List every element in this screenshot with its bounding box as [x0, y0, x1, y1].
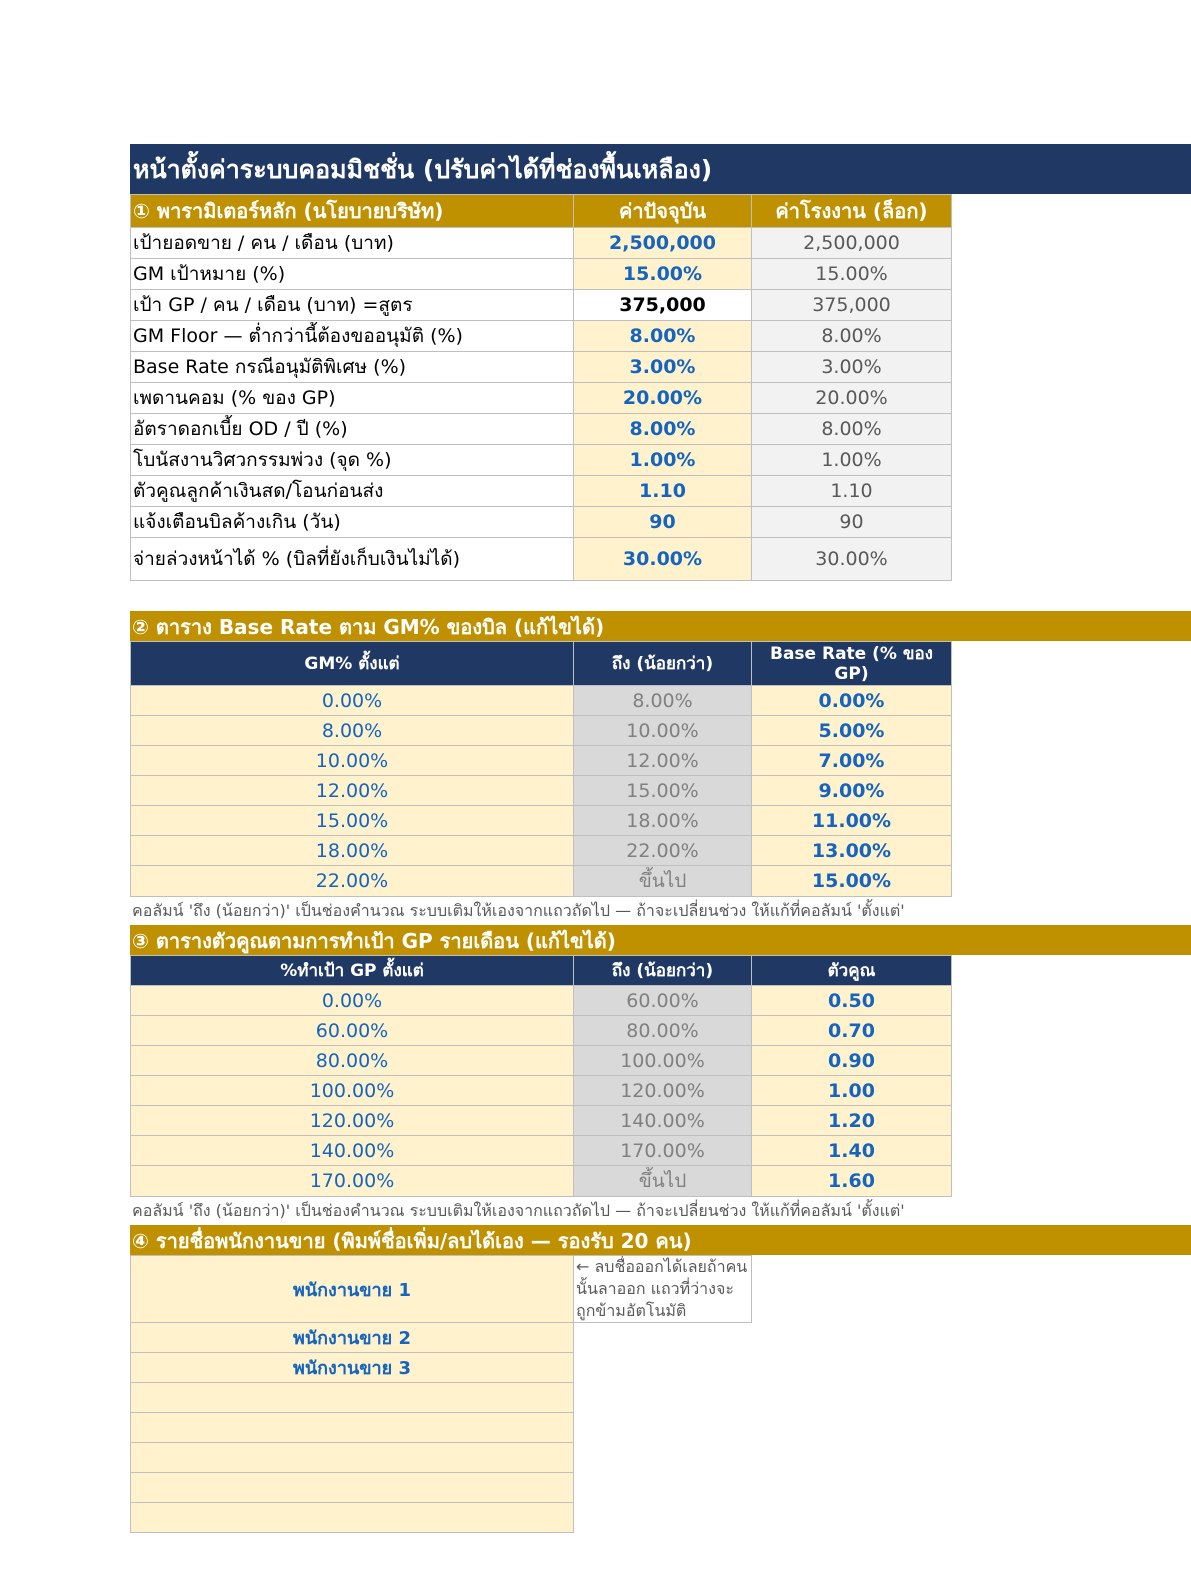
table-row [131, 866, 952, 897]
multiplier-note: คอลัมน์ 'ถึง (น้อยกว่า)' เป็นช่องคำนวณ ระบบเติมให้เองจากแถวถัดไป — ถ้าจะเปลี่ยนช่วง ให้แก้ที่คอลัมน์ 'ตั้งแต่' [132, 1201, 905, 1220]
page-title: หน้าตั้งค่าระบบคอมมิชชั่น (ปรับค่าได้ที่ช่องพื้นเหลือง) [130, 144, 1191, 194]
table-row [131, 686, 952, 716]
base-rate-input[interactable]: 15.00% [752, 866, 952, 897]
param-factory-value: 90 [752, 507, 952, 538]
list-item [131, 1353, 752, 1383]
param-label: GM เป้าหมาย (%) [131, 259, 574, 290]
base-rate-section-title: ② ตาราง Base Rate ตาม GM% ของบิล (แก้ไขได้) [130, 611, 1191, 641]
gm-from-input[interactable]: 22.00% [131, 866, 574, 897]
target-from-input[interactable]: 0.00% [131, 986, 574, 1016]
multiplier-input[interactable]: 1.00 [752, 1076, 952, 1106]
list-item [131, 1256, 752, 1323]
table-row [131, 716, 952, 746]
base-rate-input[interactable]: 11.00% [752, 806, 952, 836]
param-label: เป้า GP / คน / เดือน (บาท) =สูตร [131, 290, 574, 321]
settings-sheet [130, 144, 1191, 1533]
param-label: ตัวคูณลูกค้าเงินสด/โอนก่อนส่ง [131, 476, 574, 507]
header-base-rate: Base Rate (% ของ GP) [752, 642, 952, 686]
param-current-input[interactable]: 30.00% [574, 538, 752, 581]
multiplier-input[interactable]: 1.40 [752, 1136, 952, 1166]
header-factory: ค่าโรงงาน (ล็อก) [752, 195, 952, 228]
multiplier-section-title: ③ ตารางตัวคูณตามการทำเป้า GP รายเดือน (แก้ไขได้) [130, 925, 1191, 955]
param-label: แจ้งเตือนบิลค้างเกิน (วัน) [131, 507, 574, 538]
param-current-input[interactable]: 1.00% [574, 445, 752, 476]
header-to: ถึง (น้อยกว่า) [574, 642, 752, 686]
multiplier-header [131, 956, 952, 986]
param-label: อัตราดอกเบี้ย OD / ปี (%) [131, 414, 574, 445]
target-from-input[interactable]: 80.00% [131, 1046, 574, 1076]
target-to-value: 60.00% [574, 986, 752, 1016]
table-row [131, 776, 952, 806]
target-to-value: 170.00% [574, 1136, 752, 1166]
list-item [131, 1473, 752, 1503]
param-current-input[interactable]: 20.00% [574, 383, 752, 414]
param-row-sales-target [131, 228, 952, 259]
param-row-overdue-alert [131, 507, 952, 538]
staff-name-input[interactable] [131, 1473, 574, 1503]
table-row [131, 1166, 952, 1197]
param-factory-value: 1.10 [752, 476, 952, 507]
gm-to-value: 10.00% [574, 716, 752, 746]
param-label: โบนัสงานวิศวกรรมพ่วง (จุด %) [131, 445, 574, 476]
base-rate-input[interactable]: 13.00% [752, 836, 952, 866]
base-rate-input[interactable]: 0.00% [752, 686, 952, 716]
param-current-input[interactable]: 2,500,000 [574, 228, 752, 259]
target-to-value: 120.00% [574, 1076, 752, 1106]
multiplier-input[interactable]: 0.70 [752, 1016, 952, 1046]
param-factory-value: 2,500,000 [752, 228, 952, 259]
base-rate-input[interactable]: 9.00% [752, 776, 952, 806]
multiplier-input[interactable]: 1.20 [752, 1106, 952, 1136]
param-row-engineering-bonus [131, 445, 952, 476]
table-row [131, 1046, 952, 1076]
staff-name-input[interactable] [131, 1443, 574, 1473]
gm-from-input[interactable]: 8.00% [131, 716, 574, 746]
multiplier-input[interactable]: 1.60 [752, 1166, 952, 1197]
gm-from-input[interactable]: 10.00% [131, 746, 574, 776]
param-factory-value: 1.00% [752, 445, 952, 476]
target-from-input[interactable]: 60.00% [131, 1016, 574, 1046]
header-parameter: ① พารามิเตอร์หลัก (นโยบายบริษัท) [131, 195, 574, 228]
table-row [131, 836, 952, 866]
staff-name-input[interactable] [131, 1383, 574, 1413]
gm-to-value: ขึ้นไป [574, 866, 752, 897]
param-label: เป้ายอดขาย / คน / เดือน (บาท) [131, 228, 574, 259]
gm-to-value: 22.00% [574, 836, 752, 866]
target-from-input[interactable]: 120.00% [131, 1106, 574, 1136]
param-current-input[interactable]: 15.00% [574, 259, 752, 290]
param-formula-value: 375,000 [574, 290, 752, 321]
table-row [131, 1076, 952, 1106]
staff-name-input[interactable]: พนักงานขาย 3 [131, 1353, 574, 1383]
base-rate-header [131, 642, 952, 686]
multiplier-input[interactable]: 0.90 [752, 1046, 952, 1076]
header-gm-from: GM% ตั้งแต่ [131, 642, 574, 686]
base-rate-input[interactable]: 5.00% [752, 716, 952, 746]
param-label: Base Rate กรณีอนุมัติพิเศษ (%) [131, 352, 574, 383]
param-row-gp-target [131, 290, 952, 321]
param-factory-value: 30.00% [752, 538, 952, 581]
list-item [131, 1503, 752, 1533]
param-row-cash-multiplier [131, 476, 952, 507]
param-current-input[interactable]: 8.00% [574, 414, 752, 445]
list-item [131, 1323, 752, 1353]
gm-to-value: 15.00% [574, 776, 752, 806]
target-to-value: 100.00% [574, 1046, 752, 1076]
param-current-input[interactable]: 8.00% [574, 321, 752, 352]
header-current: ค่าปัจจุบัน [574, 195, 752, 228]
staff-side-note: ← ลบชื่อออกได้เลยถ้าคนนั้นลาออก แถวที่ว่างจะถูกข้ามอัตโนมัติ [574, 1256, 752, 1323]
staff-name-input[interactable] [131, 1413, 574, 1443]
multiplier-input[interactable]: 0.50 [752, 986, 952, 1016]
param-factory-value: 20.00% [752, 383, 952, 414]
table-row [131, 746, 952, 776]
main-parameters-table [130, 194, 952, 581]
staff-section-title: ④ รายชื่อพนักงานขาย (พิมพ์ชื่อเพิ่ม/ลบได้เอง — รองรับ 20 คน) [130, 1225, 1191, 1255]
param-label: เพดานคอม (% ของ GP) [131, 383, 574, 414]
target-to-value: ขึ้นไป [574, 1166, 752, 1197]
gm-from-input[interactable]: 0.00% [131, 686, 574, 716]
target-from-input[interactable]: 100.00% [131, 1076, 574, 1106]
gm-from-input[interactable]: 12.00% [131, 776, 574, 806]
param-row-commission-cap [131, 383, 952, 414]
gm-from-input[interactable]: 15.00% [131, 806, 574, 836]
target-from-input[interactable]: 140.00% [131, 1136, 574, 1166]
table-row [131, 1136, 952, 1166]
target-to-value: 140.00% [574, 1106, 752, 1136]
param-row-od-interest [131, 414, 952, 445]
gm-to-value: 18.00% [574, 806, 752, 836]
base-rate-table [130, 641, 952, 897]
param-row-gm-floor [131, 321, 952, 352]
param-label: จ่ายล่วงหน้าได้ % (บิลที่ยังเก็บเงินไม่ได้) [131, 538, 574, 581]
list-item [131, 1443, 752, 1473]
base-rate-input[interactable]: 7.00% [752, 746, 952, 776]
table-row [131, 986, 952, 1016]
staff-name-input[interactable]: พนักงานขาย 1 [131, 1256, 574, 1323]
table-row [131, 1106, 952, 1136]
staff-name-input[interactable]: พนักงานขาย 2 [131, 1323, 574, 1353]
header-to: ถึง (น้อยกว่า) [574, 956, 752, 986]
staff-list-table [130, 1255, 752, 1533]
param-factory-value: 3.00% [752, 352, 952, 383]
param-current-input[interactable]: 1.10 [574, 476, 752, 507]
param-factory-value: 15.00% [752, 259, 952, 290]
staff-name-input[interactable] [131, 1503, 574, 1533]
base-rate-note: คอลัมน์ 'ถึง (น้อยกว่า)' เป็นช่องคำนวณ ระบบเติมให้เองจากแถวถัดไป — ถ้าจะเปลี่ยนช่วง ให้แก้ที่คอลัมน์ 'ตั้งแต่' [132, 901, 905, 920]
multiplier-table [130, 955, 952, 1197]
param-row-advance-pay [131, 538, 952, 581]
target-to-value: 80.00% [574, 1016, 752, 1046]
gm-from-input[interactable]: 18.00% [131, 836, 574, 866]
header-multiplier: ตัวคูณ [752, 956, 952, 986]
param-row-gm-target [131, 259, 952, 290]
param-label: GM Floor — ต่ำกว่านี้ต้องขออนุมัติ (%) [131, 321, 574, 352]
list-item [131, 1383, 752, 1413]
param-current-input[interactable]: 90 [574, 507, 752, 538]
list-item [131, 1413, 752, 1443]
target-from-input[interactable]: 170.00% [131, 1166, 574, 1197]
param-factory-value: 8.00% [752, 321, 952, 352]
param-current-input[interactable]: 3.00% [574, 352, 752, 383]
header-target-from: %ทำเป้า GP ตั้งแต่ [131, 956, 574, 986]
table-row [131, 1016, 952, 1046]
param-row-base-rate-special [131, 352, 952, 383]
main-parameters-header [131, 195, 952, 228]
param-factory-value: 375,000 [752, 290, 952, 321]
gm-to-value: 12.00% [574, 746, 752, 776]
table-row [131, 806, 952, 836]
param-factory-value: 8.00% [752, 414, 952, 445]
gm-to-value: 8.00% [574, 686, 752, 716]
